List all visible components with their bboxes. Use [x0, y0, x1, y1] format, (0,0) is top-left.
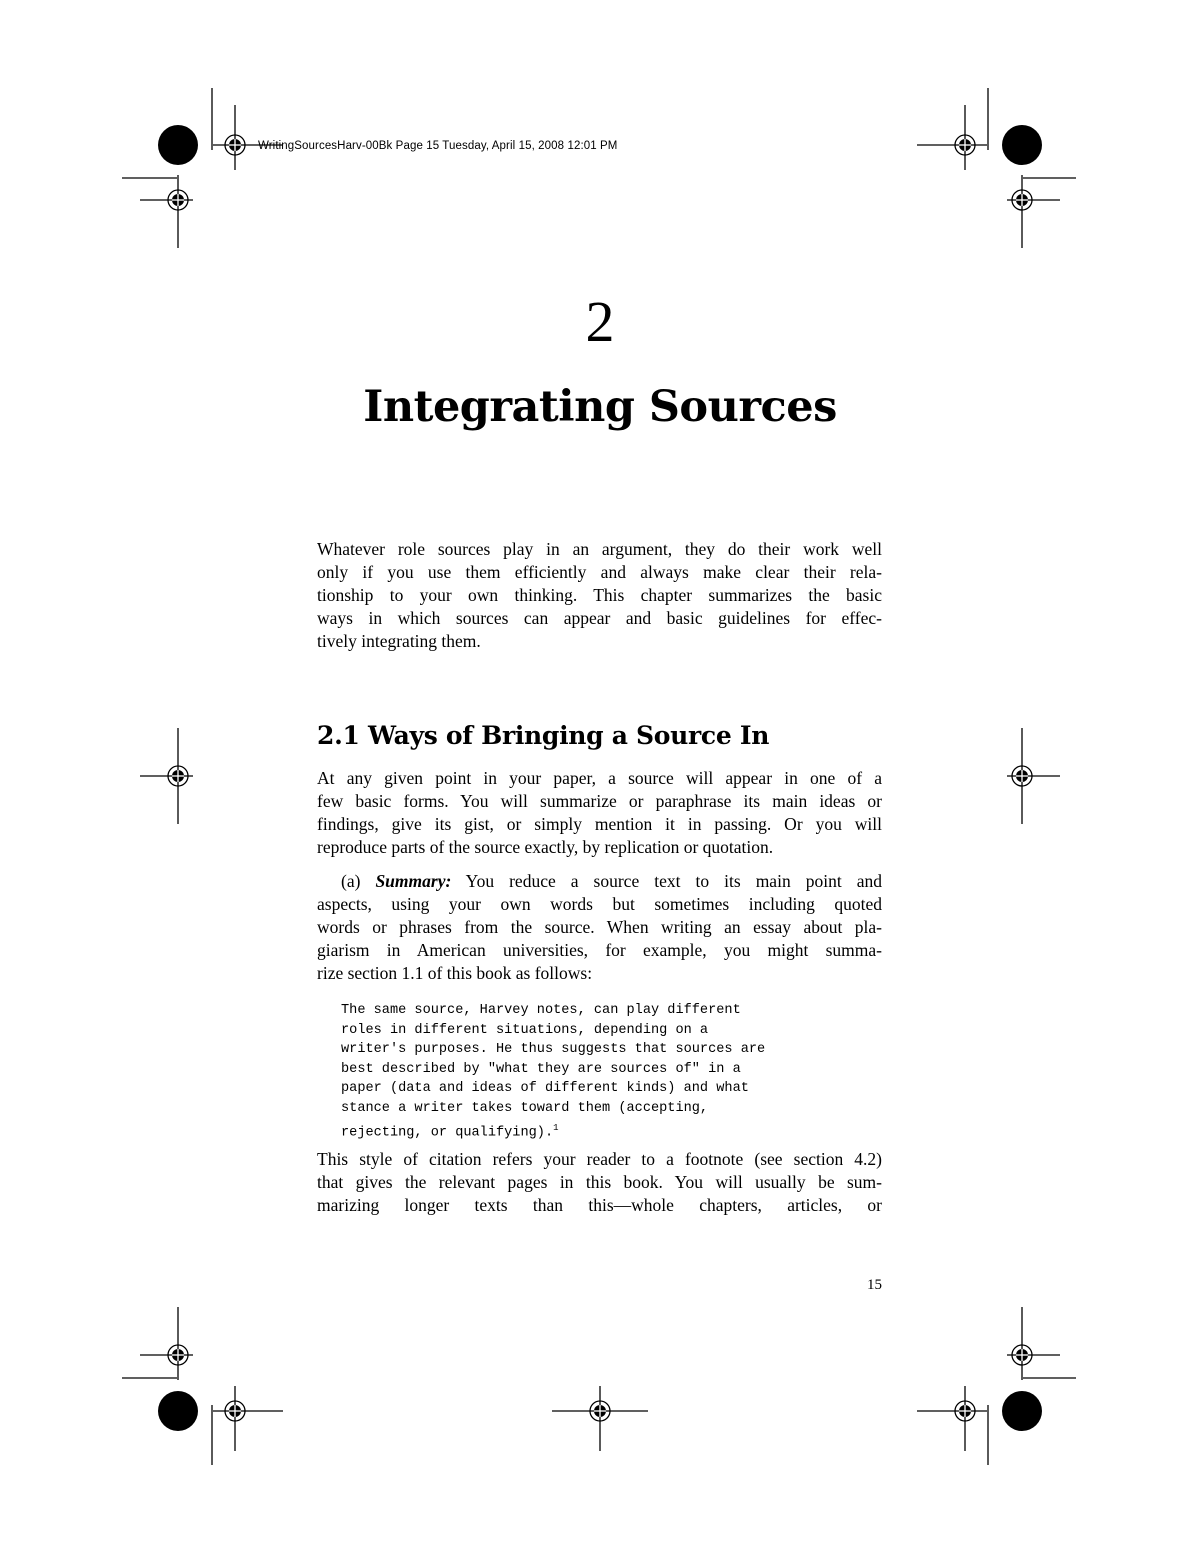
quote-line: The same source, Harvey notes, can play different [341, 1003, 741, 1018]
paragraph-forms [317, 767, 882, 859]
section-heading: 2.1 Ways of Bringing a Source In [317, 721, 770, 750]
text-line: This style of citation refers your reader to a footnote (see section 4.2) [317, 1149, 882, 1169]
page-number: 15 [867, 1277, 882, 1293]
quote-line: paper (data and ideas of different kinds) and what [341, 1081, 749, 1097]
registration-dot [158, 1391, 198, 1431]
text-line: marizing longer texts than this—whole chapters, articles, or [317, 1195, 882, 1215]
quote-line: writer's purposes. He thus suggests that sources are [341, 1042, 766, 1058]
text-line: ways in which sources can appear and basic guidelines for effec- [317, 608, 882, 628]
chapter-title: Integrating Sources [363, 382, 837, 432]
text-line: tionship to your own thinking. This chapter summarizes the basic [317, 585, 882, 605]
term-summary: Summary: [375, 871, 452, 891]
text-line: findings, give its gist, or simply mention it in passing. Or you will [317, 814, 882, 834]
paragraph-summary [317, 870, 882, 985]
text-line: Whatever role sources play in an argument, they do their work well [317, 539, 882, 559]
registration-dot [158, 125, 198, 165]
text-line: that gives the relevant pages in this book. You will usually be sum- [317, 1172, 882, 1192]
text-line [317, 870, 882, 893]
registration-dot [1002, 125, 1042, 165]
block-quote [341, 1001, 765, 1143]
text-line: words or phrases from the source. When writing an essay about pla- [317, 917, 882, 937]
text-line: tively integrating them. [317, 631, 481, 651]
text: You reduce a source text to its main point and [451, 871, 882, 891]
text-line: giarism in American universities, for example, you might summa- [317, 940, 882, 960]
print-slug: WritingSourcesHarv-00Bk Page 15 Tuesday, April 15, 2008 12:01 PM [258, 140, 618, 152]
intro-paragraph [317, 538, 882, 653]
text-line: rize section 1.1 of this book as follows: [317, 963, 593, 983]
paragraph-citation [317, 1148, 882, 1217]
text-line: only if you use them efficiently and always make clear their rela- [317, 562, 882, 582]
chapter-number: 2 [585, 289, 615, 354]
text-line: reproduce parts of the source exactly, by replication or quotation. [317, 837, 774, 857]
footnote-ref[interactable]: 1 [553, 1122, 559, 1133]
text: rejecting, or qualifying). [341, 1125, 554, 1141]
quote-line: roles in different situations, depending on a [341, 1022, 709, 1038]
quote-line [341, 1119, 765, 1143]
list-marker: (a) [341, 871, 376, 891]
registration-dot [1002, 1391, 1042, 1431]
quote-line: best described by "what they are sources of" in a [341, 1061, 741, 1077]
quote-line: stance a writer takes toward them (accepting, [341, 1100, 709, 1116]
text-line: aspects, using your own words but sometimes including quoted [317, 894, 882, 914]
text-line: few basic forms. You will summarize or paraphrase its main ideas or [317, 791, 882, 811]
text-line: At any given point in your paper, a source will appear in one of a [317, 768, 882, 788]
